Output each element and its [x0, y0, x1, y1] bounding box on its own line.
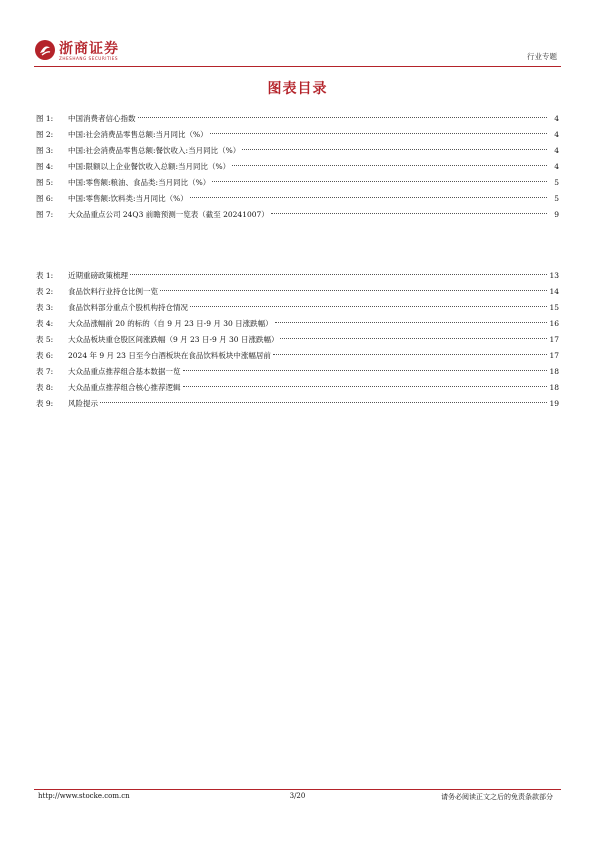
entry-page: 4 [554, 162, 559, 171]
entry-number: 图 5: [36, 178, 54, 187]
table-entry[interactable] [36, 300, 559, 316]
figure-entry[interactable] [36, 111, 559, 127]
entry-page: 17 [549, 335, 559, 344]
entry-number: 表 3: [36, 303, 54, 312]
entry-page: 4 [554, 146, 559, 155]
entry-title: 2024 年 9 月 23 日至今白酒板块在食品饮料板块中涨幅居前 [68, 351, 271, 360]
entry-page: 14 [549, 287, 559, 296]
entry-number: 表 2: [36, 287, 54, 296]
entry-page: 17 [549, 351, 559, 360]
entry-page: 16 [549, 319, 559, 328]
entry-title: 大众品重点公司 24Q3 前瞻预测一览表（截至 20241007） [68, 210, 269, 219]
entry-page: 9 [554, 210, 559, 219]
entry-number: 图 2: [36, 130, 54, 139]
figure-list [36, 111, 559, 223]
entry-title: 中国:社会消费品零售总额:餐饮收入:当月同比（%） [68, 146, 241, 155]
page-number: 3/20 [289, 792, 306, 800]
table-entry[interactable] [36, 284, 559, 300]
entry-title: 中国:零售额:粮油、食品类:当月同比（%） [68, 178, 211, 187]
entry-title: 大众品重点推荐组合核心推荐逻辑 [68, 383, 181, 392]
logo-subtext: ZHESHANG SECURITIES [59, 56, 119, 61]
dot-leader [100, 402, 547, 403]
table-entry[interactable] [36, 268, 559, 284]
entry-number: 表 5: [36, 335, 54, 344]
table-list [36, 268, 559, 412]
figure-entry[interactable] [36, 175, 559, 191]
entry-title: 大众品重点推荐组合基本数据一览 [68, 367, 181, 376]
footer-url-link[interactable]: http://www.stocke.com.cn [38, 792, 130, 800]
entry-number: 表 4: [36, 319, 54, 328]
dot-leader [130, 274, 547, 275]
entry-title: 食品饮料行业持仓比例一览 [68, 287, 158, 296]
entry-page: 5 [554, 194, 559, 203]
entry-page: 18 [549, 367, 559, 376]
table-entry[interactable] [36, 332, 559, 348]
dot-leader [212, 181, 547, 182]
entry-number: 表 9: [36, 399, 54, 408]
entry-page: 5 [554, 178, 559, 187]
entry-number: 图 3: [36, 146, 54, 155]
entry-number: 图 7: [36, 210, 54, 219]
entry-title: 中国:限额以上企业餐饮收入总额:当月同比（%） [68, 162, 231, 171]
figure-entry[interactable] [36, 127, 559, 143]
figure-entry[interactable] [36, 191, 559, 207]
dot-leader [183, 386, 548, 387]
table-entry[interactable] [36, 396, 559, 412]
dot-leader [232, 165, 547, 166]
table-entry[interactable] [36, 364, 559, 380]
entry-number: 表 7: [36, 367, 54, 376]
dot-leader [242, 149, 547, 150]
footer-disclaimer: 请务必阅读正文之后的免责条款部分 [441, 793, 553, 801]
figure-entry[interactable] [36, 159, 559, 175]
entry-title: 中国消费者信心指数 [68, 114, 136, 123]
entry-title: 风险提示 [68, 399, 98, 408]
entry-number: 图 6: [36, 194, 54, 203]
entry-number: 表 1: [36, 271, 54, 280]
logo-text: 浙商证券 [59, 41, 119, 57]
dot-leader [271, 213, 547, 214]
dot-leader [210, 133, 547, 134]
entry-title: 大众品板块重仓股区间涨跌幅（9 月 23 日-9 月 30 日涨跌幅） [68, 335, 279, 344]
dot-leader [280, 338, 547, 339]
section-label: 行业专题 [527, 52, 557, 61]
dot-leader [190, 306, 547, 307]
table-entry[interactable] [36, 316, 559, 332]
dot-leader [183, 370, 548, 371]
entry-page: 13 [549, 271, 559, 280]
entry-title: 食品饮料部分重点个股机构持仓情况 [68, 303, 188, 312]
entry-title: 中国:零售额:饮料类:当月同比（%） [68, 194, 188, 203]
entry-page: 15 [549, 303, 559, 312]
entry-page: 18 [549, 383, 559, 392]
dot-leader [273, 354, 547, 355]
footer-divider [34, 789, 561, 790]
dot-leader [190, 197, 547, 198]
entry-page: 19 [549, 399, 559, 408]
entry-title: 近期重磅政策梳理 [68, 271, 128, 280]
header-divider [34, 66, 561, 67]
entry-number: 表 8: [36, 383, 54, 392]
entry-title: 大众品涨幅前 20 的标的（自 9 月 23 日-9 月 30 日涨跌幅） [68, 319, 273, 328]
entry-number: 表 6: [36, 351, 54, 360]
logo-mark-icon [34, 39, 56, 61]
table-entry[interactable] [36, 348, 559, 364]
dot-leader [160, 290, 547, 291]
table-entry[interactable] [36, 380, 559, 396]
entry-title: 中国:社会消费品零售总额:当月同比（%） [68, 130, 208, 139]
entry-page: 4 [554, 130, 559, 139]
dot-leader [275, 322, 547, 323]
entry-number: 图 1: [36, 114, 54, 123]
page-header [34, 37, 561, 67]
figure-entry[interactable] [36, 143, 559, 159]
dot-leader [138, 117, 548, 118]
entry-page: 4 [554, 114, 559, 123]
figure-entry[interactable] [36, 207, 559, 223]
page-title: 图表目录 [267, 81, 328, 97]
company-logo [34, 37, 184, 67]
entry-number: 图 4: [36, 162, 54, 171]
